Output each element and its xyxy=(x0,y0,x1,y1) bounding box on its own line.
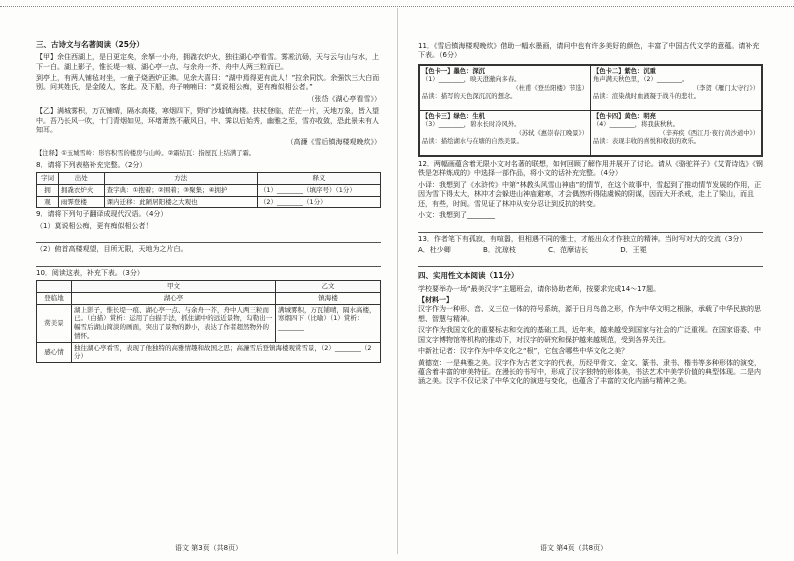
q9-item-1: （1）莫说相公痴，更有痴似相公者！ xyxy=(36,221,153,230)
q12-xiaowen[interactable]: 小文：我想到了________ xyxy=(418,211,495,220)
section-4-title: 四、实用性文本阅读（11分） xyxy=(418,271,519,281)
material-paragraph: 汉字作为我国文化的重要标志和交流的基础工具，近年来，越来越受到国家与社会的广泛重视。在国家语委、中国文字博物馆等机构的推动下，对汉字的研究和保护越来越规范，受到各界关注。 xyxy=(418,326,761,344)
option-d[interactable]: D．王冕 xyxy=(620,245,647,254)
q10-header: 甲文 xyxy=(72,281,276,293)
q10-table xyxy=(36,280,381,363)
card-source: （杜甫《登岳阳楼》节选） xyxy=(512,84,588,92)
question-11: 11．《雪后镇海楼观晚炊》借助一幅水墨画，请问中也有许多美好的颜色，丰富了中国古代文学的意蕴。请补充下表。（6分） xyxy=(418,42,760,60)
q8-cell: 拥毳衣炉火 xyxy=(58,184,104,196)
table-row xyxy=(37,184,381,196)
question-10: 10．阅读这表，补充下表。（3分） xyxy=(36,268,144,277)
q10-answer-2[interactable]: 独往湖心亭看雪，表现了他独特的高雅情趣和故国之思；高濂雪后登镇海楼观赏雪景，（2）________（2分） xyxy=(72,342,381,363)
card-note: 品读：描绘湖水与在塘的自然美景。 xyxy=(422,138,523,146)
q10-cell: 镇海楼 xyxy=(276,292,381,304)
material-paragraph: 汉字作为一种形、音、义三位一体的符号系统，源于日月鸟兽之形，作为中华文明之根脉，承载了中华民族的思想、智慧与精神。 xyxy=(418,305,761,323)
footer-right: 语文 第4页（共8页） xyxy=(540,543,608,552)
card-source: （辛弃疾《西江月·夜行黄沙道中》） xyxy=(659,129,759,137)
q10-cell: 湖心亭 xyxy=(72,292,276,304)
answer-line[interactable] xyxy=(36,257,381,267)
passage-jia: 【甲】余住西湖上，是日更定矣，余拏一小舟，拥毳衣炉火，独往湖心亭看雪。雾凇沆砀，天与云与山与水，上下一白。湖上影子，惟长堤一痕、湖心亭一点、与余舟一芥、舟中人两三粒而已。 xyxy=(36,53,379,71)
card-blank[interactable]: 角声满天秋色里，（2）________。 xyxy=(593,76,689,84)
q8-header-meaning: 释义 xyxy=(257,173,380,185)
q10-cell: 湖上影子，惟长堤一痕、湖心亭一点、与余舟一芥，舟中人两三粒而已。（白描）赏析：运用了白描手法，抓住湖中的远近景物，勾勒出一幅雪后湖山简淡的画面，突出了景物的渺小，表达了作者超然物外的情怀。 xyxy=(72,304,276,342)
question-12: 12．两幅画蕴含着无限小文对名著的联想，如何回顾了解作用并展开了讨论。请从《骆驼祥子》《艾青诗选》《钢铁是怎样炼成的》中选择一部作品，将小文的话补充完整。（4分） xyxy=(418,159,763,178)
card-note: 品读：渲染战时血液凝于战斗的悲壮。 xyxy=(593,93,701,101)
answer-line[interactable] xyxy=(36,233,381,243)
answer-line[interactable] xyxy=(418,257,763,267)
option-a[interactable]: A．杜少卿 xyxy=(418,245,451,254)
material-paragraph: 黄德宽：一是典雅之美。汉字作为古老文字的代表，历经甲骨文、金文、篆书、隶书、楷书等多种形体的演变，蕴含着丰富的审美特征。在漫长的书写中，形成了汉字独特的形体美，书法艺术中美学价值的典型体现。二是内涵之美。汉字不仅记录了中华文化的演进与变化，也蕴含了丰富的文化内涵与精神之美。 xyxy=(418,358,761,386)
card-note: 品读：表现丰收的喜悦和收获的欢乐。 xyxy=(593,138,701,146)
answer-line[interactable] xyxy=(418,223,763,233)
q8-cell: 雨霁登楼 xyxy=(58,196,104,208)
passage-jia-2: 到亭上，有两人铺毡对坐，一童子烧酒炉正沸。见余大喜曰：“湖中焉得更有此人！”拉余同饮。余强饮三大白而别。问其姓氏，是金陵人，客此。及下船，舟子喃喃曰：“莫说相公痴，更有痴似相公者。” xyxy=(36,74,380,92)
q8-table xyxy=(36,172,381,208)
page-divider xyxy=(397,8,398,554)
color-card-4 xyxy=(591,110,762,155)
q10-label: 登临地 xyxy=(37,292,72,304)
color-card-3 xyxy=(420,110,591,155)
q8-cell: 观 xyxy=(37,196,59,208)
q10-label: 赏美景 xyxy=(37,304,72,342)
footer-left: 语文 第3页（共8页） xyxy=(175,543,243,552)
q13-options xyxy=(418,246,763,255)
card-title: 【色卡四】黄色：明亮 xyxy=(593,112,656,120)
q9-item-2: （2）俯首高楼观望，目所无限，天地为之片白。 xyxy=(36,245,188,254)
q10-header xyxy=(37,281,72,293)
card-title: 【色卡二】紫色：沉重 xyxy=(593,67,656,75)
card-note: 品读：描写的天色深沉沉的想念。 xyxy=(422,93,517,101)
color-card-1 xyxy=(420,65,591,110)
q10-answer-1[interactable]: 满城雾积，万瓦铺晴，隔水高楼，寒烟四下（比喻）（1）赏析：________ xyxy=(276,304,381,342)
color-card-2 xyxy=(591,65,762,110)
question-9: 9．请将下列句子翻译成现代汉语。（4分） xyxy=(36,210,168,219)
q8-answer-1[interactable]: （1）________（填序号）（1分） xyxy=(257,184,380,196)
q8-cell: 课内迁移：此陋居阳楼之大观也 xyxy=(104,196,257,208)
option-b[interactable]: B．沈琼枝 xyxy=(483,245,516,254)
q8-cell: 拥 xyxy=(37,184,59,196)
passage-jia-source: （张岱《湖心亭看雪》） xyxy=(307,94,381,103)
q8-header-source: 出处 xyxy=(58,173,104,185)
q8-cell: 查字典：①抱着；②围着；③聚集；④拥护 xyxy=(104,184,257,196)
q10-label: 感心情 xyxy=(37,342,72,363)
material-paragraph: 中新社记者：汉字作为中华文化之“根”，它包含哪些中华文化之美？ xyxy=(418,347,629,356)
color-card-grid xyxy=(418,64,763,157)
passage-yi: 【乙】满城雾积，万瓦铺晴，隔水高楼，寒烟四下，野旷沙墟镇海楼。扶杖登临，茫茫一片，天地万象，皆入望中。吾乃长风一吹，十门青烟如见，环堵萧然不蔽风日，中、霁以后始秀，幽雅之至，雪亦收敛，恐此景未有人知耳。 xyxy=(36,107,379,135)
q8-header-method: 方法 xyxy=(104,173,257,185)
q12-xiaowu: 小译：我想到了《水浒传》中第“林教头风雪山神庙”的情节，在这个故事中，雪起到了推动情节发展的作用，正因为雪下得太大，林冲才会躲进山神庙避寒，才会偶然听得陆虞候的阴谋，因而大开杀戒，走上了梁山，而且还，有些，时间。雪见证了林冲从安分忍让到反抗的转变。 xyxy=(418,180,762,208)
card-blank[interactable]: （4）________，将我荻秋秋。 xyxy=(593,121,679,129)
q8-answer-2[interactable]: （2）________（1分） xyxy=(257,196,380,208)
card-title: 【色卡三】绿色：生机 xyxy=(422,112,485,120)
annotation-note: 【注释】①玉城雪岭：形容积雪的楼房与山岭。②霜结瓦：指屋瓦上结满了霜。 xyxy=(36,150,256,158)
card-source: （苏轼《惠崇春江晚景》） xyxy=(515,129,588,137)
card-title: 【色卡一】墨色：深沉 xyxy=(422,67,485,75)
card-source: （李贺《雁门太守行》） xyxy=(692,84,759,92)
card-blank[interactable]: （3）________，碧水长时冷风外。 xyxy=(422,121,521,129)
question-8: 8．请将下列表格补充完整。（2分） xyxy=(36,160,147,169)
option-c[interactable]: C．范摩诘长 xyxy=(548,245,588,254)
left-page xyxy=(36,40,381,363)
question-13: 13．作者笔下有孤寂，有喧嚣，但相遇不同的雅士，才能出众才作独立的精神。当时写对大的交流（3分） xyxy=(418,234,747,243)
material-1-label: 【材料一】 xyxy=(418,295,453,304)
passage-yi-source: （高濂《雪后镇海楼观晚炊》） xyxy=(286,137,381,146)
section-title: 三、古诗文与名著阅读（25分） xyxy=(36,40,144,49)
right-page xyxy=(418,40,763,389)
q10-header: 乙文 xyxy=(276,281,381,293)
card-blank[interactable]: （1）________，映天澄澈向多春。 xyxy=(422,76,521,84)
table-row xyxy=(37,196,381,208)
section-4-intro: 学校要举办一场“最美汉字”主题班会，请你协助老师，按要求完成14～17题。 xyxy=(418,284,661,293)
q8-header-word: 字词 xyxy=(37,173,59,185)
